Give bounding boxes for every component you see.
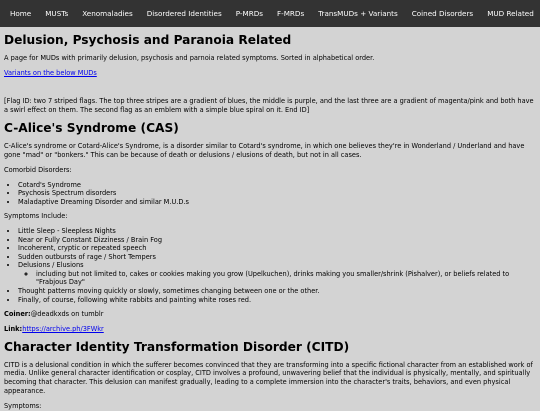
top-nav — [0, 0, 540, 27]
cas-link — [4, 325, 536, 334]
nav-musts[interactable]: MUSTs — [45, 9, 69, 18]
page-intro: A page for MUDs with primarily delusion, psychosis and parnoia related symptoms. Sorted in alphabetical order. — [4, 53, 375, 62]
nav-f-mrds[interactable]: F-MRDs — [276, 9, 305, 18]
list-item — [18, 261, 536, 287]
list-item: • Psychosis Spectrum disorders — [18, 189, 536, 198]
flag-image-placeholder — [4, 83, 536, 97]
list-item: • Finally, of course, following white rabbits and painting white roses red. — [18, 296, 536, 305]
list-item: • Near or Fully Constant Dizziness / Brain Fog — [18, 236, 536, 245]
variants-link[interactable]: Variants on the below MUDs — [4, 68, 97, 77]
citd-heading: Character Identity Transformation Disorder (CITD) — [4, 339, 350, 354]
cas-heading: C-Alice's Syndrome (CAS) — [4, 121, 179, 136]
list-item: • Incoherent, cryptic or repeated speech — [18, 244, 536, 253]
citd-symptoms-label: Symptoms: — [4, 402, 42, 411]
list-item: • Cotard's Syndrome — [18, 181, 536, 190]
list-item-label: Delusions / Elusions — [18, 261, 84, 270]
cas-comorbid-label: Comorbid Disorders: — [4, 165, 72, 174]
list-item: • Thought patterns moving quickly or slowly, sometimes changing between one or the other. — [18, 287, 536, 296]
cas-coiner — [4, 310, 536, 319]
nav-coined-disorders[interactable]: Coined Disorders — [411, 9, 474, 18]
nav-transmuds[interactable]: TransMUDs + Variants — [318, 9, 398, 18]
nav-xenomaladies[interactable]: Xenomaladies — [82, 9, 133, 18]
cas-sub-list — [18, 270, 536, 287]
cas-symptoms-list — [4, 227, 536, 304]
nav-home[interactable]: Home — [10, 9, 32, 18]
coiner-label: Coiner: — [4, 310, 31, 319]
nav-mud-related[interactable]: MUD Related — [487, 9, 534, 18]
list-item: • Little Sleep - Sleepless Nights — [18, 227, 536, 236]
list-item: • Maladaptive Dreaming Disorder and similar M.U.D.s — [18, 198, 536, 207]
cas-comorbid-list — [4, 181, 536, 207]
archive-link[interactable]: https://archive.ph/3FWkr — [22, 325, 104, 334]
main-content — [0, 27, 540, 411]
nav-p-mrds[interactable]: P-MRDs — [235, 9, 263, 18]
page-title: Delusion, Psychosis and Paranoia Related — [4, 33, 292, 47]
cas-symptoms-label: Symptoms Include: — [4, 212, 68, 221]
coiner-value: @deadkxds on tumblr — [30, 310, 104, 319]
link-label: Link: — [4, 325, 23, 334]
nav-disordered-identities[interactable]: Disordered Identities — [146, 9, 222, 18]
citd-description: CITD is a delusional condition in which the sufferer becomes convinced that they are transforming into a specific fictional character from an established work of media. Unlike general character identification or cosplay, CITD involves a profound, unwavering belief that the individual is physically, mentally, and spiritually becoming that character. This delusion can manifest gradually, leading to a complete immersion into the character's traits, behaviors, and even physical appearance. — [4, 360, 533, 396]
cas-description: C-Alice's syndrome or Cotard-Alice's Syndrome, is a disorder similar to Cotard's syndrome, in which one believes they're in Wonderland / Underland and have gone "mad" or "bonkers." This can be because of death or delusions / elusions of death, but not in all cases. — [4, 141, 525, 159]
list-item: • Sudden outbursts of rage / Short Tempers — [18, 253, 536, 262]
flag-id-text: [Flag ID: two 7 striped flags. The top three stripes are a gradient of blues, the middle is purple, and the last three are a gradient of magenta/pink and both have a swirl effect on them. The second flag as an emblem with a simple blue spiral on it. End ID] — [4, 97, 534, 115]
list-item: ◦ including but not limited to, cakes or cookies making you grow (Upelkuchen), drinks making you smaller/shrink (Pishalver), or beliefs related to "Frabjous Day" — [36, 270, 536, 287]
